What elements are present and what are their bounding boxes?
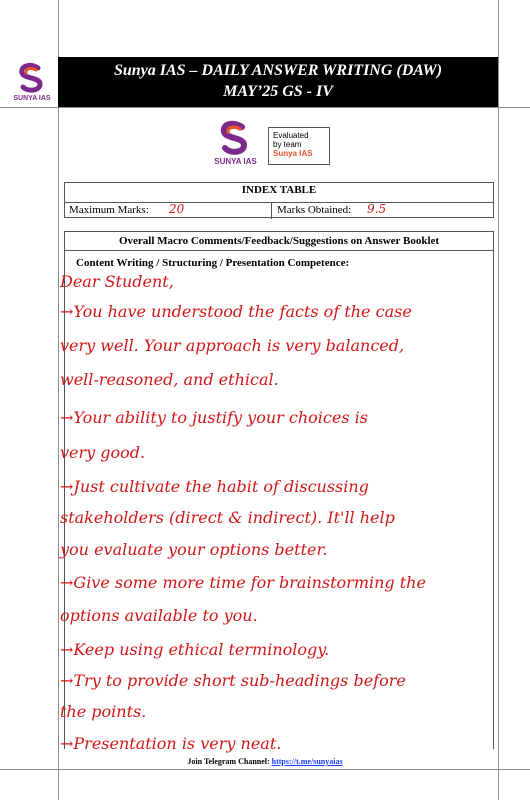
feedback-line: →Just cultivate the habit of discussing bbox=[60, 477, 369, 496]
header-rule bbox=[0, 107, 530, 108]
feedback-line: stakeholders (direct & indirect). It'll help bbox=[60, 508, 395, 527]
center-logo-text: SUNYA IAS bbox=[214, 157, 257, 166]
sunya-s-icon bbox=[10, 62, 54, 96]
evaluated-line1: Evaluated bbox=[273, 131, 309, 140]
marks-row bbox=[65, 202, 493, 219]
sunya-s-icon bbox=[208, 120, 263, 158]
footer bbox=[0, 757, 530, 766]
telegram-link[interactable]: https://t.me/sunyaias bbox=[271, 757, 343, 766]
cell-divider bbox=[271, 203, 272, 219]
center-logo bbox=[208, 120, 263, 170]
feedback-line: →Your ability to justify your choices is bbox=[60, 408, 368, 427]
footer-label: Join Telegram Channel: bbox=[187, 757, 270, 766]
feedback-line: →Give some more time for brainstorming the bbox=[60, 573, 426, 592]
evaluated-line3: Sunya IAS bbox=[273, 149, 313, 158]
marks-obtained-value: 9.5 bbox=[367, 202, 387, 216]
feedback-line: options available to you. bbox=[60, 606, 258, 625]
feedback-line: very good. bbox=[60, 443, 146, 462]
feedback-subheading: Content Writing / Structuring / Presentation Competence: bbox=[76, 257, 350, 269]
banner-title: Sunya IAS – DAILY ANSWER WRITING (DAW) bbox=[113, 62, 443, 79]
max-marks-value: 20 bbox=[169, 202, 185, 216]
margin-rule-right bbox=[498, 0, 499, 800]
index-table bbox=[64, 182, 494, 218]
max-marks-label: Maximum Marks: bbox=[69, 204, 149, 216]
sunya-ias-logo bbox=[10, 62, 54, 106]
evaluated-line2: by team bbox=[273, 140, 302, 149]
index-table-title: INDEX TABLE bbox=[241, 184, 317, 196]
feedback-line: Dear Student, bbox=[60, 272, 174, 291]
margin-rule-left bbox=[58, 0, 59, 800]
feedback-heading: Overall Macro Comments/Feedback/Suggestions on Answer Booklet bbox=[64, 231, 494, 251]
feedback-line: very well. Your approach is very balanced, bbox=[60, 336, 405, 355]
title-banner bbox=[58, 57, 498, 107]
evaluated-stamp bbox=[268, 127, 330, 165]
banner-subtitle: MAY’25 GS - IV bbox=[223, 83, 333, 100]
feedback-line: →Presentation is very neat. bbox=[60, 734, 282, 753]
feedback-line: →Try to provide short sub-headings before bbox=[60, 671, 406, 690]
feedback-line: →You have understood the facts of the case bbox=[60, 302, 412, 321]
feedback-line: →Keep using ethical terminology. bbox=[60, 640, 330, 659]
marks-obtained-label: Marks Obtained: bbox=[277, 204, 352, 216]
logo-text: SUNYA IAS bbox=[13, 95, 51, 102]
feedback-line: you evaluate your options better. bbox=[60, 540, 328, 559]
feedback-border-right bbox=[493, 251, 494, 749]
feedback-line: the points. bbox=[60, 702, 147, 721]
feedback-line: well-reasoned, and ethical. bbox=[60, 370, 279, 389]
footer-rule bbox=[0, 769, 530, 770]
